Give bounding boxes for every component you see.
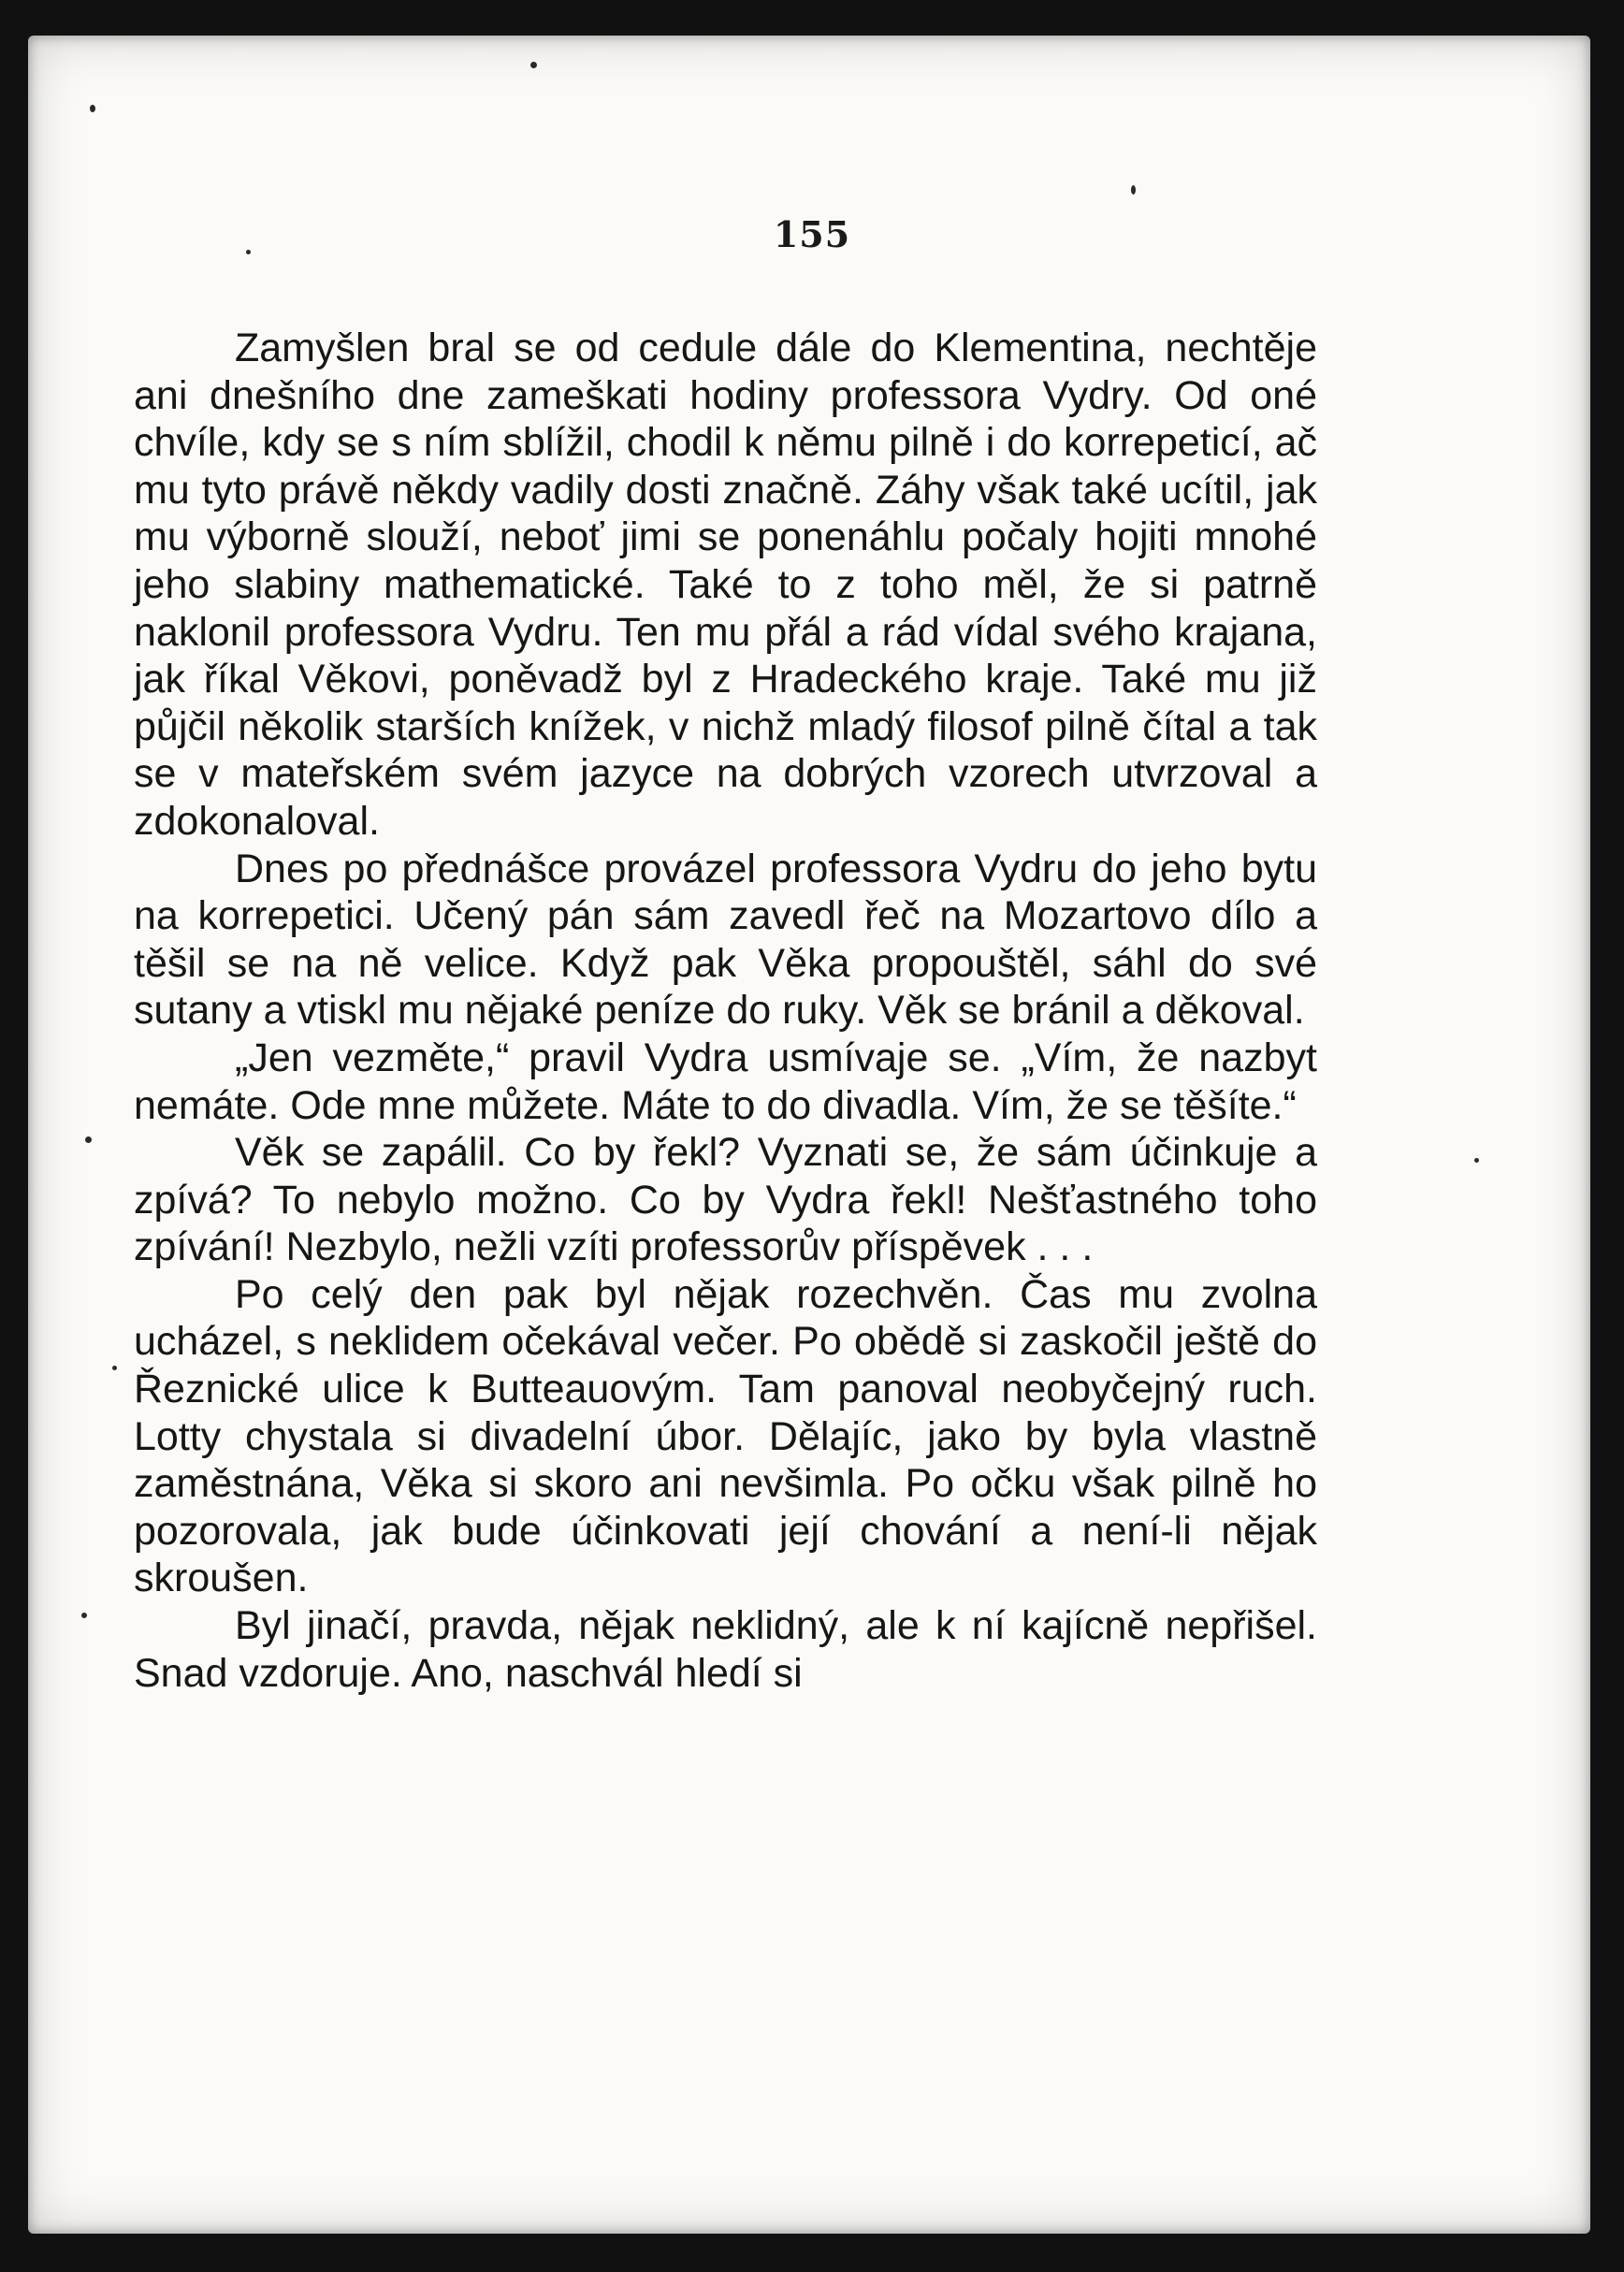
page-number: 155: [773, 213, 851, 255]
scan-speck: [90, 105, 95, 112]
scan-speck: [112, 1366, 117, 1370]
paragraph: Byl jinačí, pravda, nějak neklidný, ale k ní kajícně nepřišel. Snad vzdoruje. Ano, naschvál hledí si: [134, 1603, 1317, 1696]
scan-speck: [1131, 185, 1136, 195]
scan-speck: [85, 1136, 92, 1143]
paragraph: Dnes po přednášce provázel professora Vydru do jeho bytu na korrepetici. Učený pán sám zavedl řeč na Mozartovo dílo a těšil se na ně velice. Když pak Věka propouštěl, sáhl do své sutany a vtiskl mu nějaké peníze do ruky. Věk se bránil a děkoval.: [134, 846, 1317, 1034]
paragraph: Po celý den pak byl nějak rozechvěn. Čas mu zvolna ucházel, s neklidem očekával večer. Po obědě si zaskočil ještě do Řeznické ulice k Butteauovým. Tam panoval neobyčejný ruch. Lotty chystala si divadelní úbor. Dělajíc, jako by byla vlastně zaměstnána, Věka si skoro ani nevšimla. Po očku však pilně ho pozorovala, jak bude účinkovati její chování a není-li nějak skroušen.: [134, 1271, 1317, 1601]
paragraph: Věk se zapálil. Co by řekl? Vyznati se, že sám účinkuje a zpívá? To nebylo možno. Co by Vydra řekl! Nešťastného toho zpívání! Nezbylo, nežli vzíti professorův příspěvek . . .: [134, 1130, 1317, 1270]
paragraph: „Jen vezměte,“ pravil Vydra usmívaje se. „Vím, že nazbyt nemáte. Ode mne můžete. Máte to do divadla. Vím, že se těšíte.“: [134, 1035, 1317, 1128]
scan-speck: [530, 62, 537, 68]
text-body: [134, 325, 1317, 1697]
paragraph: Zamyšlen bral se od cedule dále do Klementina, nechtěje ani dnešního dne zameškati hodiny professora Vydry. Od oné chvíle, kdy se s ním sblížil, chodil k němu pilně i do korrepeticí, ač mu tyto právě někdy vadily dosti značně. Záhy však také ucítil, jak mu výborně slouží, neboť jimi se ponenáhlu počaly hojiti mnohé jeho slabiny mathematické. Také to z toho měl, že si patrně naklonil professora Vydru. Ten mu přál a rád vídal svého krajana, jak říkal Věkovi, poněvadž byl z Hradeckého kraje. Také mu již půjčil několik starších knížek, v nichž mladý filosof pilně čítal a tak se v mateřském svém jazyce na dobrých vzorech utvrzoval a zdokonaloval.: [134, 326, 1317, 844]
scan-speck: [1474, 1158, 1479, 1163]
scan-speck: [81, 1613, 87, 1618]
